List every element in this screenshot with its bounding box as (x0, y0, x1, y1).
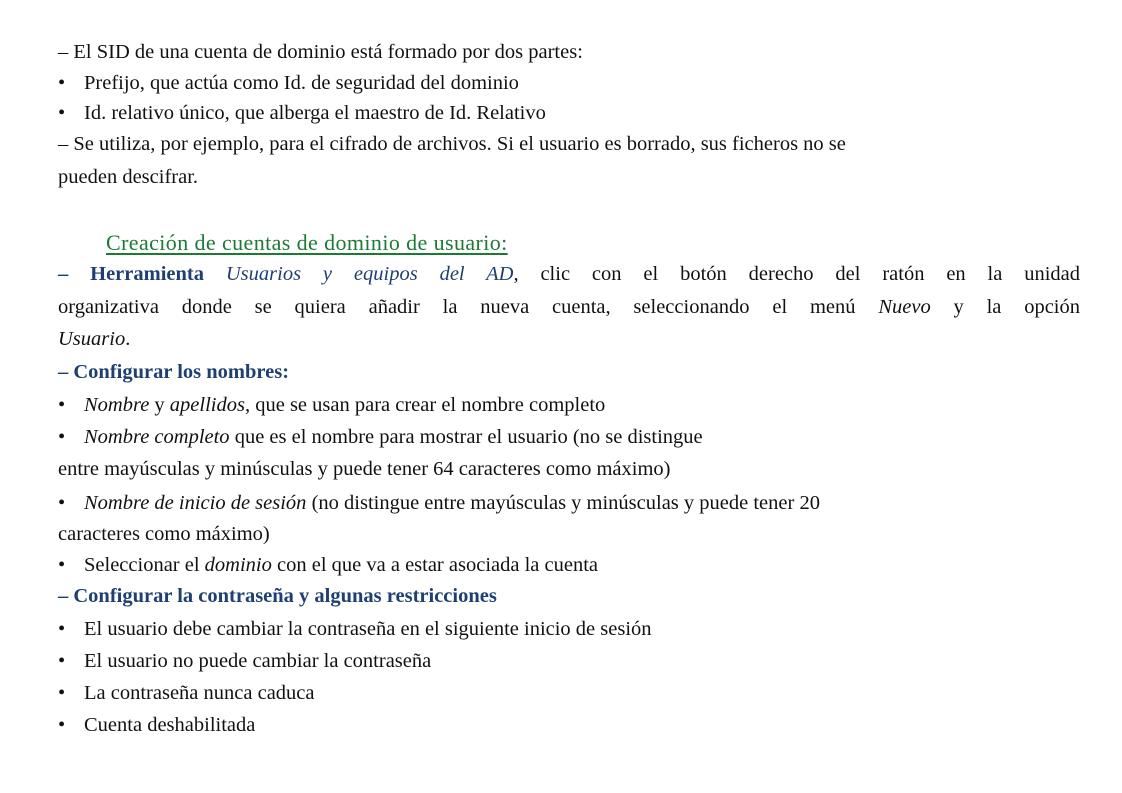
password-item-text: El usuario no puede cambiar la contraseña (84, 650, 432, 672)
sid-bullet-relative (58, 97, 546, 129)
password-item-text: El usuario debe cambiar la contraseña en el siguiente inicio de sesión (84, 618, 652, 640)
names-bullet-4 (58, 549, 598, 581)
tool-paragraph-line3 (58, 323, 130, 355)
field-inicio-sesion: Nombre de inicio de sesión (84, 492, 307, 514)
dash: – (58, 263, 91, 285)
tool-paragraph-line2 (58, 291, 1080, 323)
bullet-icon: • (58, 102, 66, 124)
text: , que se usan para crear el nombre completo (244, 394, 606, 416)
menu-nuevo: Nuevo (878, 296, 931, 318)
bullet-text: Id. relativo único, que alberga el maestro de Id. Relativo (84, 102, 546, 124)
bullet-icon: • (58, 682, 66, 704)
field-nombre-completo: Nombre completo (84, 426, 230, 448)
section-heading: Creación de cuentas de dominio de usuario: (106, 230, 508, 255)
password-item (58, 709, 255, 741)
bullet-icon: • (58, 72, 66, 94)
bullet-icon: • (58, 714, 66, 736)
bullet-icon: • (58, 650, 66, 672)
tool-text-2: organizativa donde se quiera añadir la nueva cuenta, seleccionando el menú (58, 296, 856, 318)
text: (no distingue entre mayúsculas y minúsculas y puede tener 20 (306, 492, 820, 514)
sid-usage-line-cont: pueden descifrar. (58, 166, 199, 188)
password-item-text: Cuenta deshabilitada (84, 714, 256, 736)
field-apellidos: apellidos (169, 394, 245, 416)
password-item (58, 645, 431, 677)
text: y (149, 394, 170, 416)
sid-intro: – El SID de una cuenta de dominio está formado por dos partes: (58, 41, 583, 63)
tool-label: Herramienta (90, 263, 204, 285)
bullet-icon: • (58, 492, 66, 514)
text: Seleccionar el (84, 554, 205, 576)
field-dominio: dominio (204, 554, 272, 576)
sid-usage-line: – Se utiliza, por ejemplo, para el cifrado de archivos. Si el usuario es borrado, sus ficheros no se (58, 133, 846, 155)
bullet-icon: • (58, 394, 66, 416)
names-title: – Configurar los nombres: (58, 361, 290, 383)
password-item-text: La contraseña nunca caduca (84, 682, 315, 704)
field-nombre: Nombre (84, 394, 150, 416)
sid-bullet-prefix (58, 67, 519, 99)
text: que es el nombre para mostrar el usuario (no se distingue (229, 426, 703, 448)
names-bullet-1 (58, 389, 605, 421)
option-usuario: Usuario (58, 328, 126, 350)
names-bullet-2-cont: entre mayúsculas y minúsculas y puede tener 64 caracteres como máximo) (58, 458, 671, 480)
bullet-icon: • (58, 426, 66, 448)
bullet-icon: • (58, 554, 66, 576)
password-item (58, 613, 652, 645)
password-item (58, 677, 315, 709)
bullet-icon: • (58, 618, 66, 640)
bullet-text: Prefijo, que actúa como Id. de seguridad del dominio (84, 72, 519, 94)
tool-text: , clic con el botón derecho del ratón en la unidad (513, 263, 1081, 285)
period: . (125, 328, 131, 350)
names-bullet-3 (58, 487, 820, 519)
text: con el que va a estar asociada la cuenta (271, 554, 598, 576)
names-bullet-2 (58, 421, 703, 453)
tool-paragraph-line1 (58, 258, 1080, 290)
tool-name: Usuarios y equipos del AD (225, 263, 514, 285)
names-bullet-3-cont: caracteres como máximo) (58, 523, 270, 545)
password-title: – Configurar la contraseña y algunas restricciones (58, 585, 497, 607)
tool-text-3: y la opción (930, 296, 1081, 318)
